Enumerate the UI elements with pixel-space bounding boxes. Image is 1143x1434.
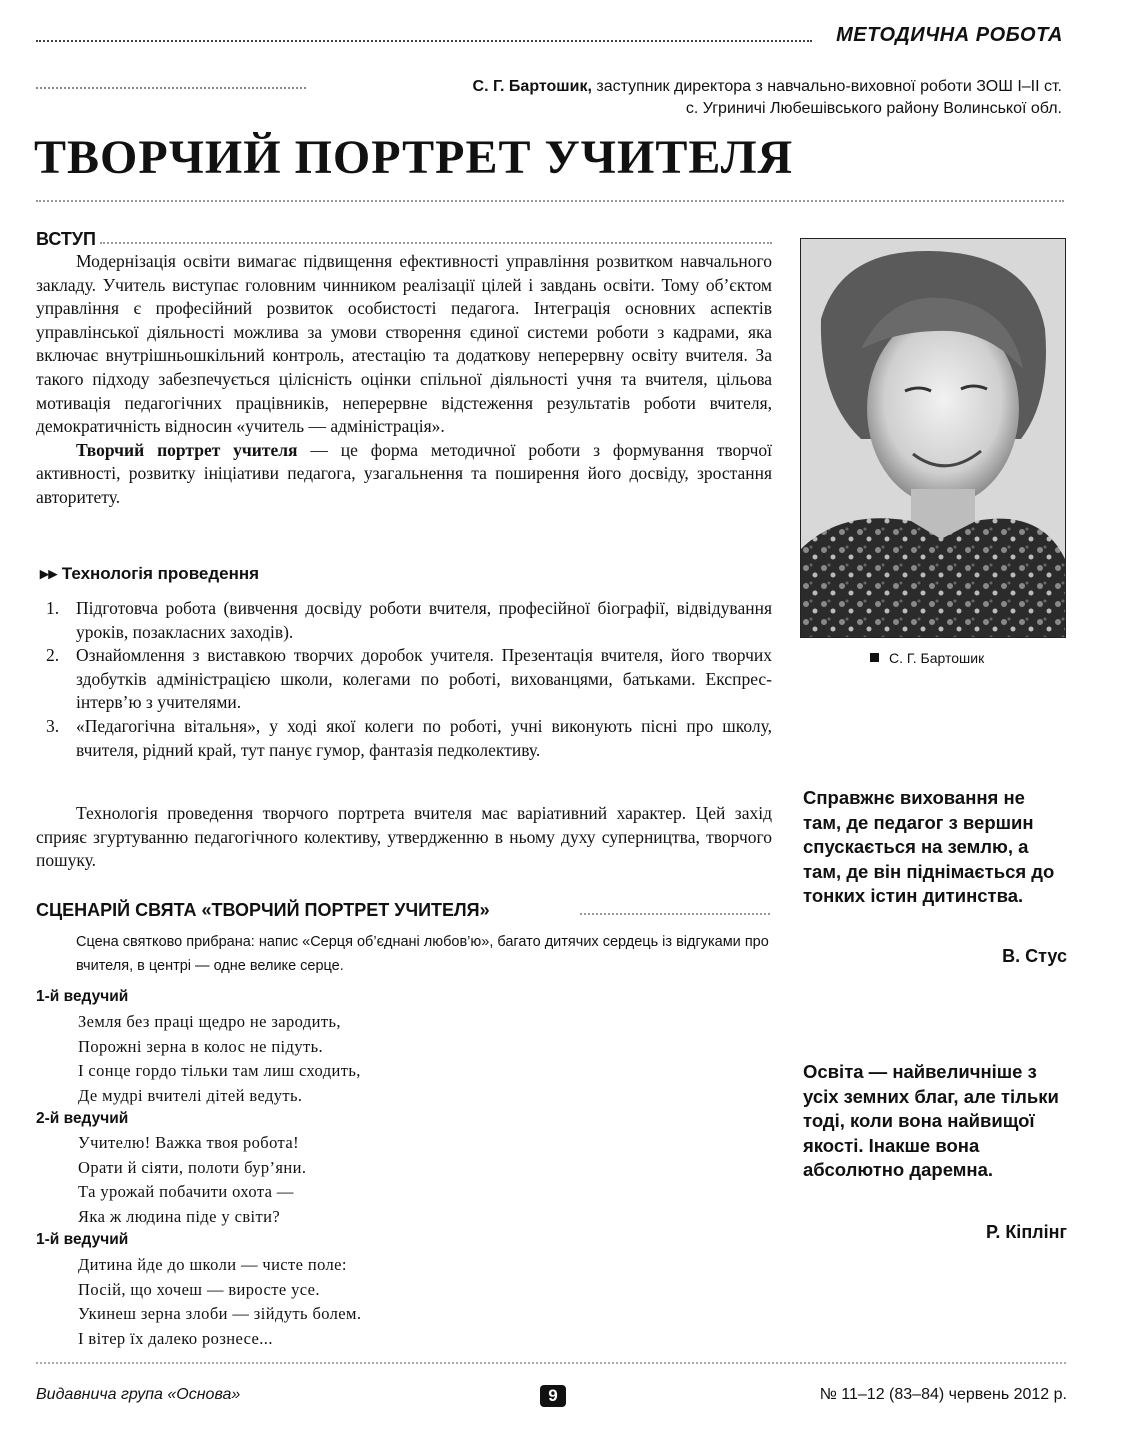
scenario-divider bbox=[580, 913, 770, 915]
list-item-text: Ознайомлення з виставкою творчих доробок учителя. Презентація вчителя, його творчих здобутків адміністрацією школи, колегами по роботі, вихованцями, батьками. Експрес-інтерв’ю з учителями. bbox=[76, 645, 772, 713]
author-divider bbox=[36, 87, 306, 89]
intro-paragraph-1: Модернізація освіти вимагає підвищення ефективності управління розвитком навчального закладу. Учитель виступає головним чинником реалізації цілей і завдань освіти. Тому об’єктом управління є професійний розвиток особистості педагога. Інтеграція основних аспектів управлінської діяльності можлива за умови створення єдиної системи роботи з кадрами, яка включає внутрішньошкільний контроль, атестацію та додаткову неперервну освіту вчителя. За такого підходу забезпечується цілісність оцінки спільної діяльності учня та вчителя, цільова мотивація педагогічних працівників, неперервне відстеження результатів роботи вчителя, демократичність відносин «учитель — адміністрація». bbox=[36, 251, 772, 437]
author-name: С. Г. Бартошик, bbox=[472, 78, 592, 95]
author-position: заступник директора з навчально-виховної роботи ЗОШ І–ІІ ст. bbox=[591, 78, 1062, 95]
author-photo bbox=[800, 238, 1066, 638]
verse-line: Та урожай побачити охота — bbox=[78, 1182, 294, 1201]
verse-line: Порожні зерна в колос не підуть. bbox=[78, 1036, 324, 1056]
verse-block bbox=[78, 1131, 306, 1229]
technology-heading bbox=[40, 564, 259, 584]
issue-info: № 11–12 (83–84) червень 2012 р. bbox=[819, 1386, 1067, 1403]
square-bullet-icon bbox=[870, 653, 879, 662]
verse-block bbox=[78, 1010, 361, 1108]
author-credit bbox=[320, 76, 1062, 120]
verse-line: І вітер їх далеко рознесе... bbox=[78, 1328, 273, 1348]
verse-line: Яка ж людина піде у світи? bbox=[78, 1206, 281, 1226]
photo-caption-text: С. Г. Бартошик bbox=[889, 650, 985, 666]
epigraph-quote: Справжнє виховання не там, де педагог з вершин спускається на землю, а там, де він піднімається до тонких істин дитинства. bbox=[803, 787, 1055, 907]
verse-block bbox=[78, 1253, 361, 1351]
article-title: ТВОРЧИЙ ПОРТРЕТ УЧИТЕЛЯ bbox=[34, 131, 794, 184]
portrait-image bbox=[801, 239, 1065, 637]
publisher-name: Видавнича група «Основа» bbox=[36, 1386, 241, 1403]
speaker-label: 1-й ведучий bbox=[36, 988, 129, 1005]
verse-line: Земля без праці щедро не зародить, bbox=[78, 1012, 341, 1031]
author-place: с. Угриничі Любешівського району Волинської обл. bbox=[685, 100, 1062, 117]
verse-line: І сонце гордо тільки там лиш сходить, bbox=[78, 1061, 361, 1080]
speaker-label: 2-й ведучий bbox=[36, 1110, 129, 1127]
technology-list bbox=[36, 597, 772, 762]
page-number: 9 bbox=[540, 1385, 566, 1407]
list-number: 3. bbox=[46, 715, 60, 736]
scene-description: Сцена святково прибрана: напис «Серця об’єднані любов’ю», багато дитячих сердець із відгуками про вчителя, в центрі — одне велике серце. bbox=[76, 934, 769, 974]
intro-term: Творчий портрет учителя bbox=[76, 439, 298, 460]
verse-line: Дитина йде до школи — чисте поле: bbox=[78, 1255, 347, 1274]
intro-divider bbox=[100, 242, 772, 244]
footer-divider bbox=[36, 1362, 1066, 1364]
title-divider bbox=[36, 200, 1064, 202]
list-item bbox=[36, 597, 772, 644]
list-item bbox=[36, 715, 772, 762]
technology-summary: Технологія проведення творчого портрета вчителя має варіативний характер. Цей захід сприяє згуртуванню педагогічного колективу, утвердженню в ньому духу суперництва, творчого пошуку. bbox=[36, 803, 772, 871]
list-number: 1. bbox=[46, 598, 60, 618]
quote-author: Р. Кіплінг bbox=[986, 1222, 1067, 1242]
verse-line: Орати й сіяти, полоти бур’яни. bbox=[78, 1157, 307, 1177]
intro-heading: ВСТУП bbox=[36, 229, 96, 249]
verse-line: Учителю! Важка твоя робота! bbox=[78, 1133, 299, 1152]
list-item-text: Підготовча робота (вивчення досвіду роботи вчителя, професійної біографії, відвідування уроків, позакласних заходів). bbox=[76, 598, 772, 642]
epigraph-quote: Освіта — найвеличніше з усіх земних благ, але тільки тоді, коли вона найвищої якості. Інакше вона абсолютно даремна. bbox=[803, 1061, 1059, 1181]
list-number: 2. bbox=[46, 645, 60, 666]
scenario-heading: СЦЕНАРІЙ СВЯТА «ТВОРЧИЙ ПОРТРЕТ УЧИТЕЛЯ» bbox=[36, 900, 490, 920]
intro-definition: — це форма методичної роботи з формування творчої активності, розвитку ініціативи педагога, узагальнення та поширення його досвіду, зростання авторитету. bbox=[36, 439, 772, 507]
technology-heading-text: Технологія проведення bbox=[61, 564, 260, 583]
intro-paragraph-2 bbox=[36, 439, 772, 510]
verse-line: Укинеш зерна злоби — зійдуть болем. bbox=[78, 1304, 362, 1323]
section-label: МЕТОДИЧНА РОБОТА bbox=[836, 24, 1063, 46]
list-item bbox=[36, 644, 772, 715]
photo-caption bbox=[870, 650, 984, 666]
verse-line: Посій, що хочеш — виросте усе. bbox=[78, 1279, 320, 1299]
header-divider bbox=[36, 40, 812, 42]
intro-body bbox=[36, 250, 772, 510]
quote-author: В. Стус bbox=[1002, 946, 1067, 966]
speaker-label: 1-й ведучий bbox=[36, 1231, 129, 1248]
list-item-text: «Педагогічна вітальня», у ході якої колеги по роботі, учні виконують пісні про школу, вчителя, рідний край, тут панує гумор, фантазія педколективу. bbox=[76, 715, 772, 760]
double-arrow-icon: ▸▸ bbox=[40, 564, 62, 583]
verse-line: Де мудрі вчителі дітей ведуть. bbox=[78, 1085, 303, 1105]
